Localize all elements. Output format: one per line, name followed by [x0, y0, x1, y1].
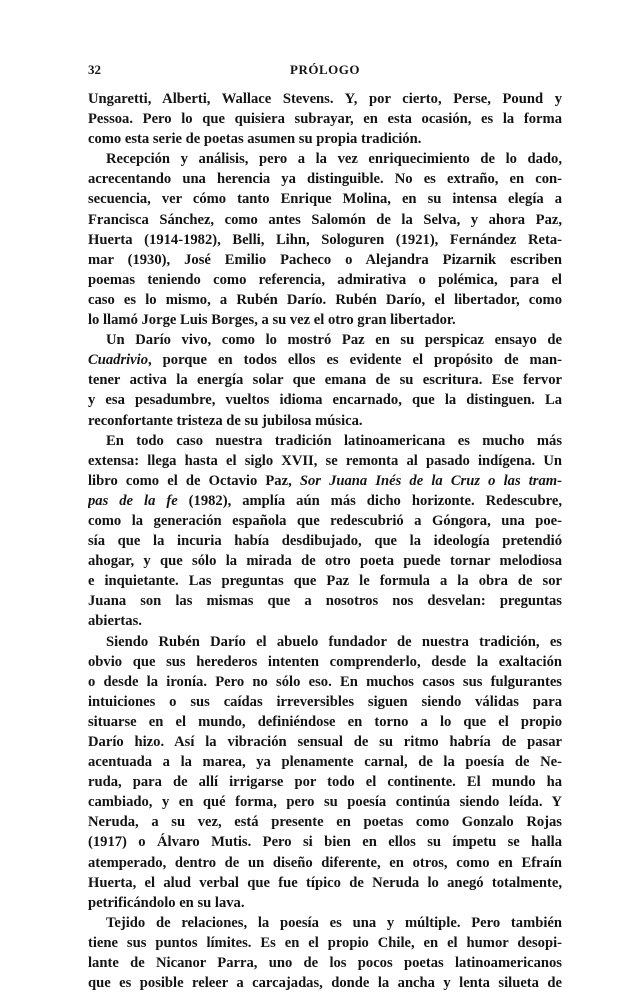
running-head: [88, 62, 562, 82]
text-line: cambiado, y en qué forma, pero su poesía continúa siendo leída. Y: [88, 794, 562, 811]
body-text: [88, 89, 562, 993]
text-line: como la generación española que redescubrió a Góngora, una poe-: [88, 512, 562, 529]
italic-title: Sor Juana Inés de la Cruz o las tram-: [299, 472, 562, 489]
text-line: Francisca Sánchez, como antes Salomón de la Selva, y ahora Paz,: [88, 211, 562, 228]
text-line: sía que la incuria había desdibujado, que la ideología pretendió: [88, 533, 562, 550]
text-line: atemperado, dentro de un diseño diferente, en otros, como en Efraín: [88, 854, 562, 871]
text-line: Huerta, el alud verbal que fue típico de Neruda lo anegó totalmente,: [88, 874, 562, 891]
text-line: Un Darío vivo, como lo mostró Paz en su perspicaz ensayo de: [106, 332, 562, 349]
text-line: reconfortante tristeza de su jubilosa música.: [88, 412, 363, 429]
page-number: 32: [88, 62, 101, 77]
text-line: petrificándolo en su lava.: [88, 894, 245, 911]
text-line: ruda, para de allí irrigarse por todo el continente. El mundo ha: [88, 774, 562, 791]
text-line: acentuada a la marea, ya plenamente carnal, de la poesía de Ne-: [88, 754, 562, 771]
text-line: Huerta (1914-1982), Belli, Lihn, Sologuren (1921), Fernández Reta-: [88, 231, 562, 248]
text-line: tener activa la energía solar que emana de su escritura. Ese fervor: [88, 372, 562, 389]
text-line: Siendo Rubén Darío el abuelo fundador de nuestra tradición, es: [106, 633, 562, 650]
text-line: o desde la ironía. Pero no sólo eso. En muchos casos sus fulgurantes: [88, 673, 562, 690]
text-line: abiertas.: [88, 613, 142, 630]
text-line: acrecentando una herencia ya distinguible. No es extraño, en con-: [88, 171, 562, 188]
text-line: caso es lo mismo, a Rubén Darío. Rubén Darío, el libertador, como: [88, 291, 562, 308]
text-line: lo llamó Jorge Luis Borges, a su vez el otro gran libertador.: [88, 312, 456, 329]
text-line: ahogar, y que sólo la mirada de otro poeta puede tornar melodiosa: [88, 553, 562, 570]
text-line: Recepción y análisis, pero a la vez enriquecimiento de lo dado,: [106, 151, 562, 168]
text-line: extensa: llega hasta el siglo XVII, se remonta al pasado indígena. Un: [88, 452, 562, 469]
text-line: Tejido de relaciones, la poesía es una y múltiple. Pero también: [106, 914, 562, 931]
text-line: pas de la fe (1982), amplía aún más dicho horizonte. Redescubre,: [88, 492, 562, 509]
text-line: Juana son las mismas que a nosotros nos desvelan: preguntas: [88, 593, 562, 610]
italic-title: pas de la fe: [88, 492, 178, 509]
text-line: situarse en el mundo, definiéndose en torno a lo que el propio: [88, 713, 562, 730]
text-line: libro como el de Octavio Paz, Sor Juana Inés de la Cruz o las tram-: [88, 472, 562, 489]
text-line: lante de Nicanor Parra, uno de los pocos poetas latinoamericanos: [88, 955, 562, 972]
text-line: Neruda, a su vez, está presente en poetas como Gonzalo Rojas: [88, 814, 562, 831]
text-line: y esa pesadumbre, vueltos idioma encarnado, que la distinguen. La: [88, 392, 562, 409]
text-line: tiene sus puntos límites. Es en el propio Chile, en el humor desopi-: [88, 934, 562, 951]
text-line: Ungaretti, Alberti, Wallace Stevens. Y, por cierto, Perse, Pound y: [88, 91, 562, 107]
text-line: (1917) o Álvaro Mutis. Pero si bien en ellos su ímpetu se halla: [88, 834, 562, 851]
text-line: que es posible releer a carcajadas, donde la ancha y lenta silueta de: [88, 975, 562, 992]
italic-title: Cuadrivio: [88, 352, 149, 369]
text-line: e inquietante. Las preguntas que Paz le formula a la obra de sor: [88, 573, 562, 590]
text-line: Darío hizo. Así la vibración sensual de su ritmo habría de pasar: [88, 734, 562, 750]
text-line: como esta serie de poetas asumen su propia tradición.: [88, 131, 422, 148]
running-title: PRÓLOGO: [290, 62, 360, 77]
text-line: poemas teniendo como referencia, admirativa o polémica, para el: [88, 271, 562, 288]
text-line: mar (1930), José Emilio Pacheco o Alejandra Pizarnik escriben: [88, 251, 562, 268]
text-line: obvio que sus herederos intenten comprenderlo, desde la exaltación: [88, 653, 562, 670]
text-line: Pessoa. Pero lo que quisiera subrayar, en esta ocasión, es la forma: [88, 111, 562, 128]
text-line: secuencia, ver cómo tanto Enrique Molina, en su intensa elegía a: [88, 191, 562, 208]
text-line: intuiciones o sus caídas irreversibles siguen siendo válidas para: [88, 693, 562, 710]
text-line: En todo caso nuestra tradición latinoamericana es mucho más: [106, 432, 562, 449]
text-line: Cuadrivio, porque en todos ellos es evidente el propósito de man-: [88, 352, 562, 369]
